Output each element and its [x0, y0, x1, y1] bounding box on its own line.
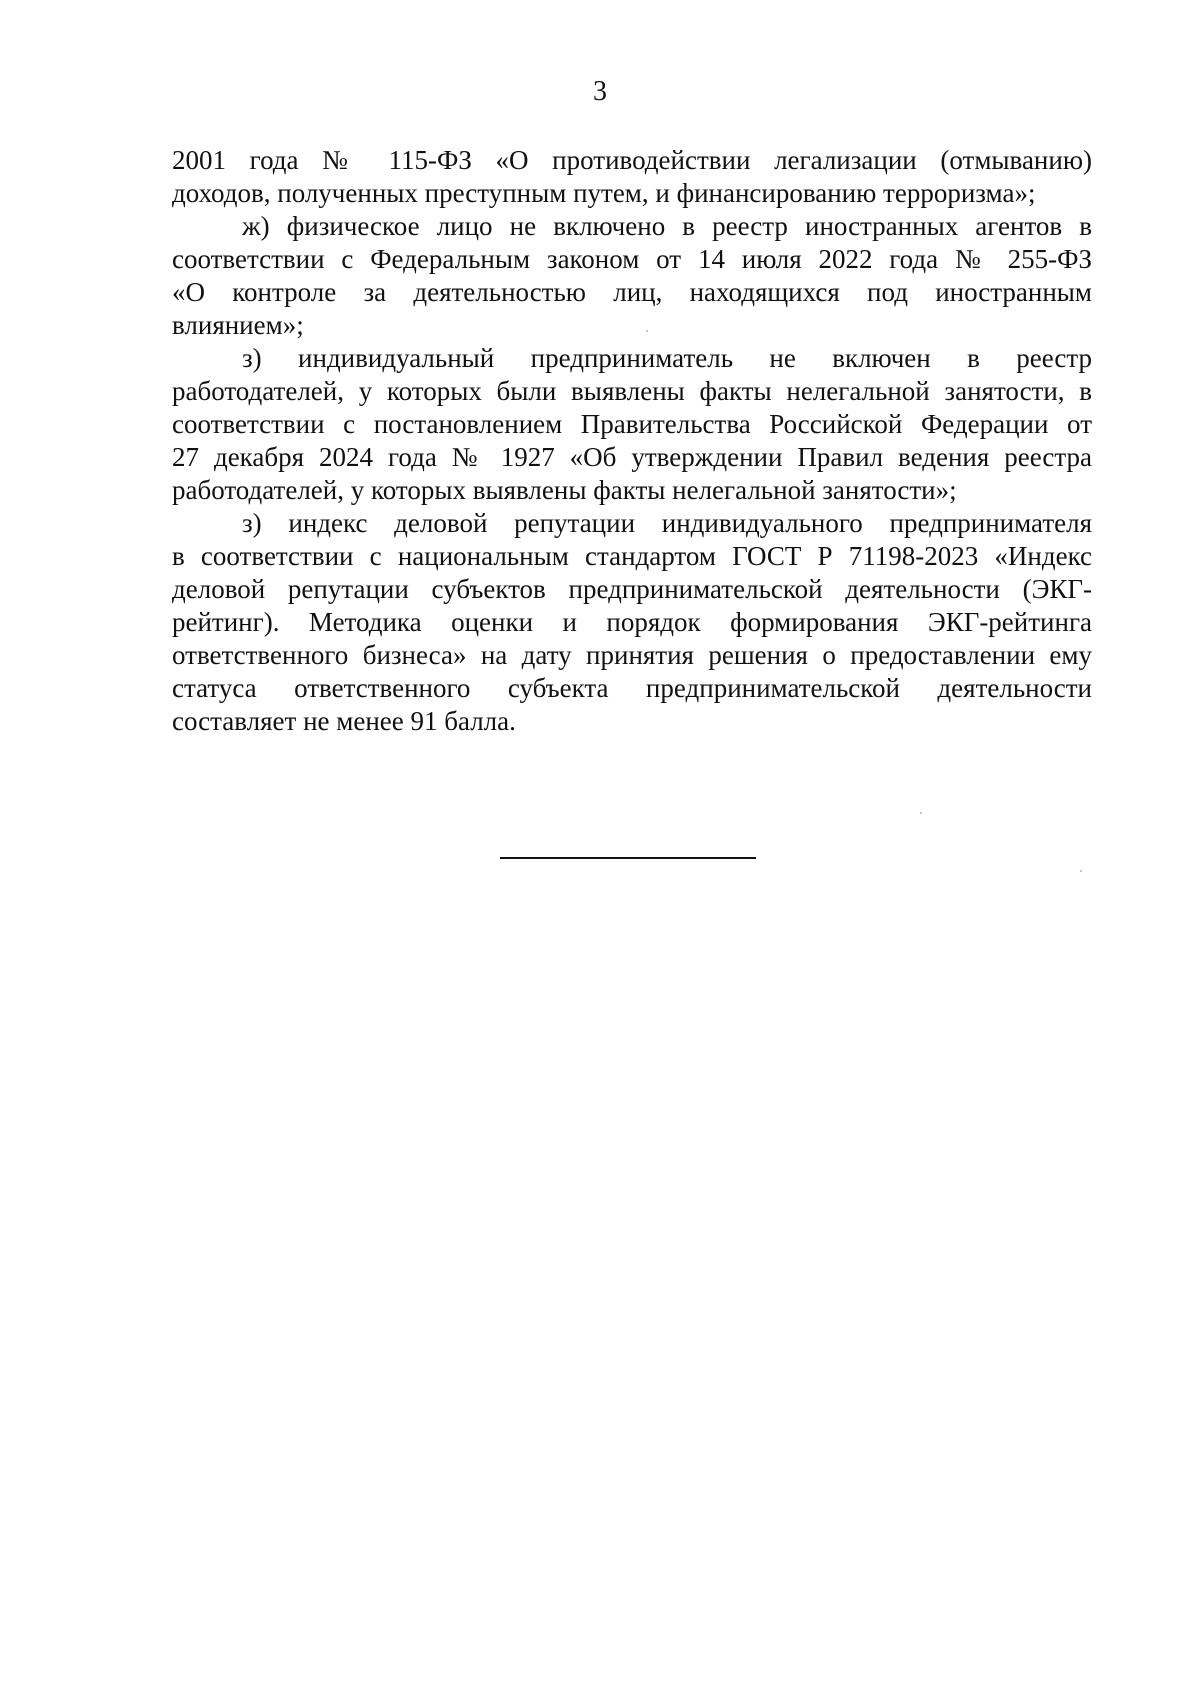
text-line: статуса ответственного субъекта предпринимательской деятельности [172, 673, 1092, 703]
text-line: ответственного бизнеса» на дату принятия решения о предоставлении ему [172, 640, 1092, 670]
text-line: работодателей, у которых выявлены факты нелегальной занятости»; [172, 475, 957, 505]
text-line: 2001 года № 115-ФЗ «О противодействии легализации (отмыванию) [172, 145, 1092, 175]
text-line: деловой репутации субъектов предпринимательской деятельности (ЭКГ- [172, 574, 1092, 604]
text-line: работодателей, у которых были выявлены факты нелегальной занятости, в [172, 376, 1092, 406]
scan-speck [1080, 870, 1082, 872]
text-line: з) индивидуальный предприниматель не включен в реестр [242, 343, 1092, 373]
text-line: «О контроле за деятельностью лиц, находящихся под иностранным [172, 277, 1092, 307]
text-line: соответствии с постановлением Правительства Российской Федерации от [172, 409, 1092, 439]
end-of-document-rule [500, 857, 756, 859]
page-number: 3 [593, 76, 607, 107]
text-line: составляет не менее 91 балла. [172, 706, 516, 736]
text-line: ж) физическое лицо не включено в реестр иностранных агентов в [242, 211, 1092, 241]
text-line: з) индекс деловой репутации индивидуального предпринимателя [242, 508, 1092, 538]
text-line: влиянием»; [172, 310, 304, 340]
text-line: в соответствии с национальным стандартом ГОСТ Р 71198-2023 «Индекс [172, 541, 1092, 571]
text-line: 27 декабря 2024 года № 1927 «Об утверждении Правил ведения реестра [172, 442, 1092, 472]
scan-speck [920, 812, 922, 814]
document-body [172, 144, 1092, 738]
scan-speck [646, 330, 648, 332]
text-line: соответствии с Федеральным законом от 14 июля 2022 года № 255-ФЗ [172, 244, 1092, 274]
text-line: рейтинг). Методика оценки и порядок формирования ЭКГ-рейтинга [172, 607, 1092, 637]
text-line: доходов, полученных преступным путем, и финансированию терроризма»; [172, 178, 1036, 208]
